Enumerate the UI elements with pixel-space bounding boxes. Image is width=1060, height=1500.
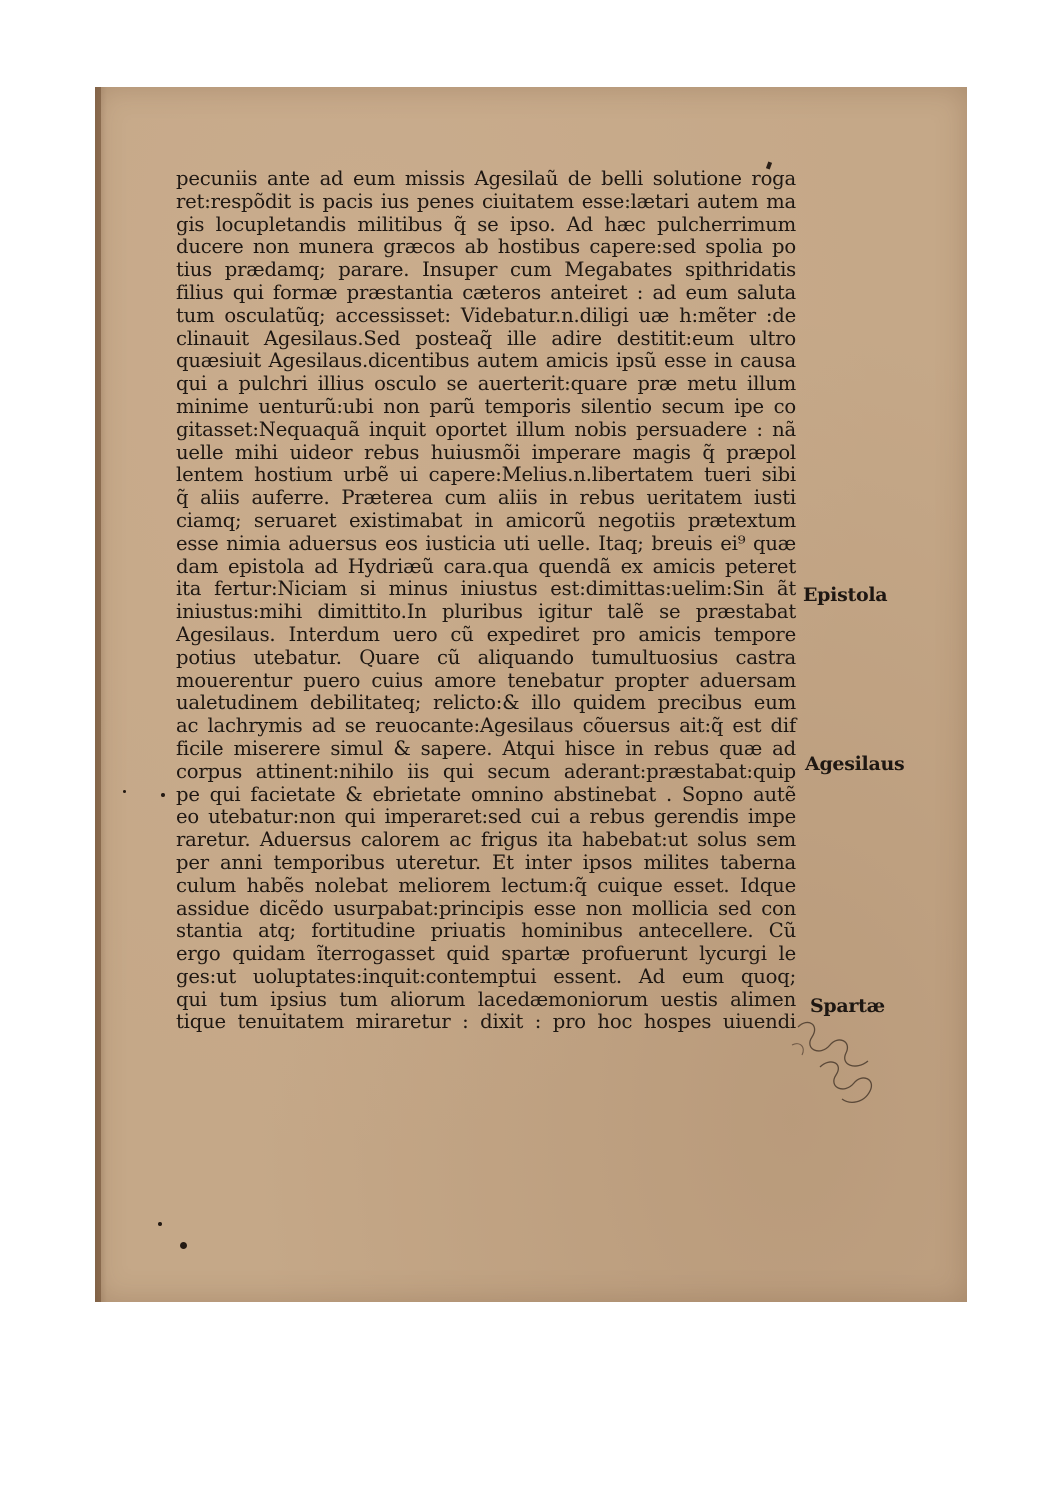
text-line: ac lachrymis ad se reuocante:Agesilaus cõuersus ait:q̃ est dif [176, 714, 796, 738]
text-line: culum habẽs nolebat meliorem lectum:q̃ cuique esset. Idque [176, 873, 796, 897]
text-line: pecuniis ante ad eum missis Agesilaũ de belli solutione roga [176, 167, 796, 190]
text-line: pe qui facietate & ebrietate omnino abstinebat . Sopno autẽ [176, 782, 796, 806]
text-line: lentem hostium urbẽ ui capere:Melius.n.libertatem tueri sibi [176, 463, 796, 487]
text-line: tum osculatũq; accessisset: Videbatur.n.diligi uæ h:mẽter :de [176, 303, 796, 327]
text-line: tique tenuitatem miraretur : dixit : pro hoc hospes uiuendi [176, 1010, 796, 1034]
margin-note-epistola: Epistola [803, 584, 888, 606]
ink-dot [161, 793, 165, 797]
text-line: potius utebatur. Quare cũ aliquando tumultuosius castra [176, 645, 796, 669]
text-line: eo utebatur:non qui imperaret:sed cui a rebus gerendis impe [176, 805, 796, 829]
text-line: corpus attinent:nihilo iis qui secum aderant:præstabat:quip [176, 759, 796, 783]
text-line: uelle mihi uideor rebus huiusmõi imperare magis q̃ præpol [176, 440, 796, 464]
text-line: ergo quidam ĩterrogasset quid spartæ profuerunt lycurgi le [176, 942, 796, 966]
text-line: gis locupletandis militibus q̃ se ipso. Ad hæc pulcherrimum [176, 212, 796, 236]
text-line: per anni temporibus uteretur. Et inter ipsos milites taberna [176, 850, 796, 874]
text-line: q̃ aliis auferre. Præterea cum aliis in rebus ueritatem iusti [176, 486, 796, 510]
text-line: raretur. Aduersus calorem ac frigus ita habebat:ut solus sem [176, 828, 796, 852]
text-line: esse nimia aduersus eos iusticia uti uelle. Itaq; breuis ei⁹ quæ [176, 531, 796, 555]
text-line: mouerentur puero cuius amore tenebatur propter aduersam [176, 668, 796, 692]
text-line: ret:respõdit is pacis ius penes ciuitatem esse:lætari autem ma [176, 189, 796, 213]
ink-dot [180, 1242, 187, 1249]
text-line: ualetudinem debilitateq; relicto:& illo quidem precibus eum [176, 691, 796, 715]
text-line: filius qui formæ præstantia cæteros anteiret : ad eum saluta [176, 280, 796, 304]
text-line: ficile miserere simul & sapere. Atqui hisce in rebus quæ ad [176, 736, 796, 760]
text-line: ges:ut uoluptates:inquit:contemptui essent. Ad eum quoq; [176, 964, 796, 988]
text-line: qui a pulchri illius osculo se auerterit:quare præ metu illum [176, 372, 796, 396]
text-line: dam epistola ad Hydriæũ cara.qua quendã ex amicis peteret [176, 554, 796, 578]
text-line: gitasset:Nequaquã inquit oportet illum nobis persuadere : nã [176, 417, 796, 441]
margin-note-agesilaus: Agesilaus [805, 753, 905, 775]
text-line: ita fertur:Niciam si minus iniustus est:dimittas:uelim:Sin ãt [176, 577, 796, 601]
ink-dot [158, 1222, 162, 1226]
text-line: clinauit Agesilaus.Sed posteaq̃ ille adire destitit:eum ultro [176, 326, 796, 350]
main-text-block [176, 168, 796, 1034]
text-line: ducere non munera græcos ab hostibus capere:sed spolia po [176, 235, 796, 259]
text-line: quæsiuit Agesilaus.dicentibus autem amicis ipsũ esse in causa [176, 349, 796, 373]
marginal-squiggle-drawing [790, 1015, 885, 1110]
text-line: minime uenturũ:ubi non parũ temporis silentio secum ipe co [176, 394, 796, 418]
ink-dot [123, 790, 126, 793]
binding-edge [95, 87, 101, 1302]
text-line: ciamq; seruaret existimabat in amicorũ negotiis prætextum [176, 508, 796, 532]
text-line: tius prædamq; parare. Insuper cum Megabates spithridatis [176, 258, 796, 282]
text-line: qui tum ipsius tum aliorum lacedæmoniorum uestis alimen [176, 987, 796, 1011]
margin-note-spartae: Spartæ [810, 995, 885, 1017]
text-line: iniustus:mihi dimittito.In pluribus igitur talẽ se præstabat [176, 600, 796, 624]
text-line: Agesilaus. Interdum uero cũ expediret pro amicis tempore [176, 622, 796, 646]
text-line: assidue dicẽdo usurpabat:principis esse non mollicia sed con [176, 896, 796, 920]
text-line: stantia atq; fortitudine priuatis hominibus antecellere. Cũ [176, 919, 796, 943]
